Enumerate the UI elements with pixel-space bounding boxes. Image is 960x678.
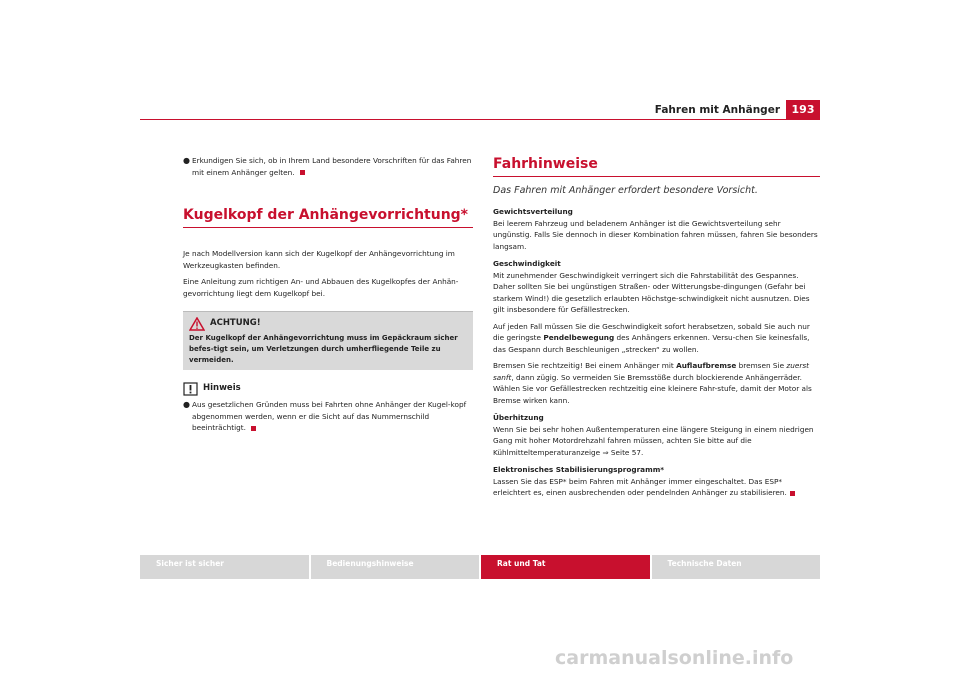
paragraph: Eine Anleitung zum richtigen An- und Abbauen des Kugelkopfes der Anhän-gevorrichtung liegt dem Kugelkopf bei. xyxy=(183,277,459,298)
header-title: Fahren mit Anhänger xyxy=(654,104,780,116)
bullet-item xyxy=(183,155,473,178)
bold-run: Auflaufbremse xyxy=(676,361,737,370)
warning-title: ACHTUNG! xyxy=(210,318,261,329)
tab-technische-daten[interactable]: Technische Daten xyxy=(652,555,821,579)
warning-box xyxy=(183,311,473,370)
bullet-icon: ● xyxy=(183,400,190,409)
note-icon xyxy=(183,382,198,396)
paragraph xyxy=(493,360,820,406)
section-subtitle: Das Fahren mit Anhänger erfordert besondere Vorsicht. xyxy=(493,185,758,196)
paragraph: Mit zunehmender Geschwindigkeit verringert sich die Fahrstabilität des Gespannes. Daher sollten Sie bei ungünstigen Straßen- oder Witterungsbe-dingungen (Gefahr bei starkem Wind!) die gesetzlich erlaubten Höchstge-schwindigkeit nicht ausnutzen. Dies gilt insbesondere für Gefällestrecken. xyxy=(493,270,810,314)
hint-text: Aus gesetzlichen Gründen muss bei Fahrten ohne Anhänger der Kugel-kopf abgenommen werden, wenn er die Sicht auf das Nummernschild beeinträchtigt. xyxy=(192,400,467,432)
page-header xyxy=(650,104,820,120)
end-mark-icon xyxy=(300,170,305,175)
warning-triangle-icon xyxy=(189,317,205,331)
bullet-icon: ● xyxy=(183,156,190,165)
right-column xyxy=(493,155,820,499)
paragraph-heading: Elektronisches Stabilisierungsprogramm* xyxy=(493,465,665,474)
tab-bedienungshinweise[interactable]: Bedienungshinweise xyxy=(311,555,480,579)
watermark: carmanualsonline.info xyxy=(555,647,794,669)
footer-nav xyxy=(140,555,820,579)
paragraph: Wenn Sie bei sehr hohen Außentemperaturen eine längere Steigung in einem niedrigen Gang mit hoher Motordrehzahl fahren müssen, achten Sie bitte auf die Kühlmitteltemperaturanzeige ⇒ Seite 57. xyxy=(493,424,814,457)
hint-header xyxy=(183,382,473,396)
tab-rat-und-tat[interactable]: Rat und Tat xyxy=(481,555,650,579)
tab-sicher-ist-sicher[interactable]: Sicher ist sicher xyxy=(140,555,309,579)
page-number: 193 xyxy=(786,100,820,120)
bold-run: Pendelbewegung xyxy=(543,333,615,342)
section-title-kugelkopf: Kugelkopf der Anhängevorrichtung* xyxy=(183,206,473,228)
end-mark-icon xyxy=(790,491,795,496)
warning-text: Der Kugelkopf der Anhängevorrichtung muss im Gepäckraum sicher befes-tigt sein, um Verletzungen durch umherfliegende Teile zu vermeiden. xyxy=(189,334,458,364)
hint-title: Hinweis xyxy=(203,383,241,394)
italic-run: zuerst sanft xyxy=(493,361,809,382)
paragraph: Je nach Modellversion kann sich der Kugelkopf der Anhängevorrichtung im Werkzeugkasten befinden. xyxy=(183,249,455,270)
text-run: Bremsen Sie rechtzeitig! Bei einem Anhänger mit xyxy=(493,361,677,370)
paragraph-heading: Geschwindigkeit xyxy=(493,259,561,268)
header-rule xyxy=(140,119,820,120)
paragraph-heading: Überhitzung xyxy=(493,413,544,422)
text-run: , dann zügig. So vermeiden Sie Bremsstöße durch blockierende Anhängerräder. Wählen Sie vor Gefällestrecken rechtzeitig eine kleinere Fahr-stufe, damit der Motor als Bremse wirken kann. xyxy=(493,372,812,405)
left-column xyxy=(183,155,473,434)
paragraph xyxy=(493,476,820,499)
paragraph-heading: Gewichtsverteilung xyxy=(493,207,573,216)
end-mark-icon xyxy=(251,426,256,431)
text-run: Lassen Sie das ESP* beim Fahren mit Anhänger immer eingeschaltet. Das ESP* erleichtert es, einen ausbrechenden oder pendelnden Anhänger zu stabilisieren. xyxy=(493,476,787,497)
bullet-text: Erkundigen Sie sich, ob in Ihrem Land besondere Vorschriften für das Fahren mit einem Anhänger gelten. xyxy=(192,156,472,177)
section-title-fahrhinweise: Fahrhinweise xyxy=(493,155,820,177)
text-run: Auf jeden Fall müssen Sie die Geschwindigkeit sofort herabsetzen, sobald Sie auch nur die geringste xyxy=(493,321,810,342)
bullet-item xyxy=(183,399,473,434)
paragraph: Bei leerem Fahrzeug und beladenem Anhänger ist die Gewichtsverteilung sehr ungünstig. Falls Sie dennoch in dieser Kombination fahren müssen, fahren Sie besonders langsam. xyxy=(493,218,818,251)
text-run: bremsen Sie xyxy=(736,361,787,370)
text-run: des Anhängers erkennen. Versu-chen Sie keinesfalls, das Gespann durch Beschleunigen „strecken“ zu wollen. xyxy=(493,333,810,354)
paragraph xyxy=(493,321,820,356)
